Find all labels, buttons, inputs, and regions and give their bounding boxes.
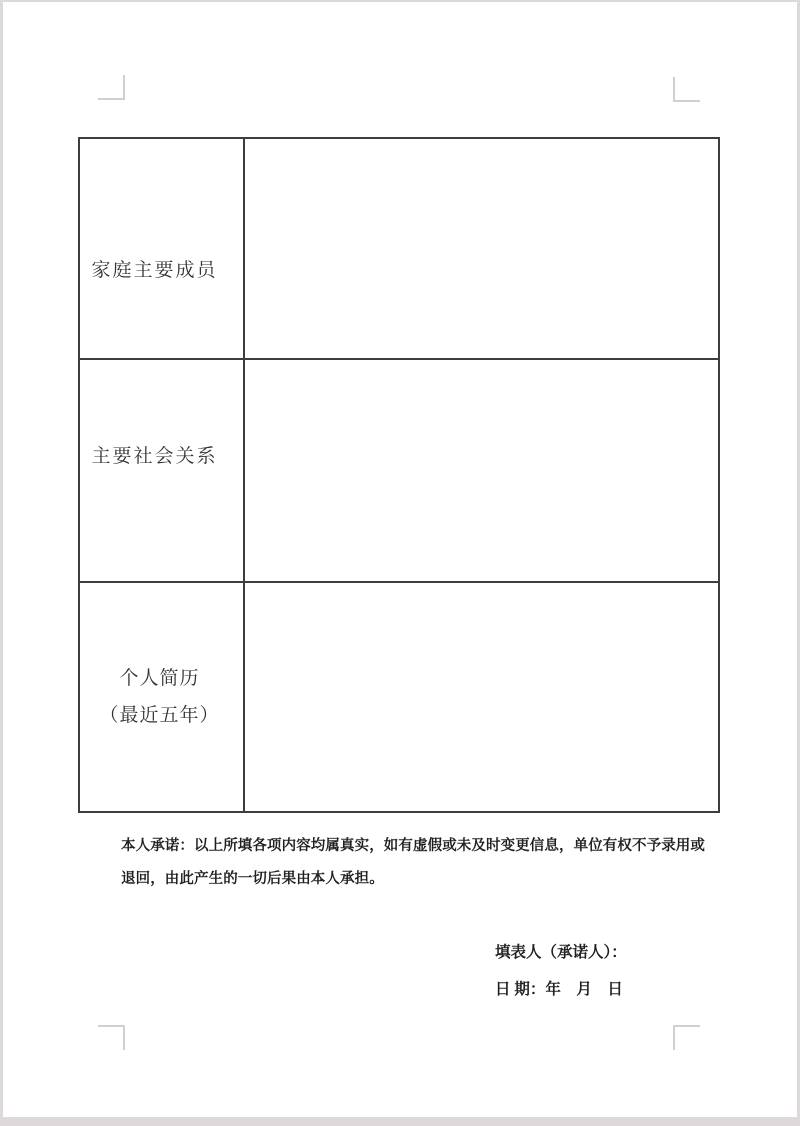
form-table xyxy=(78,137,720,813)
margin-mark-bottom-left-icon xyxy=(98,1025,125,1050)
personal-resume-input-cell[interactable] xyxy=(245,583,718,811)
declaration-line: 退回，由此产生的一切后果由本人承担。 xyxy=(121,871,384,887)
margin-mark-top-left-icon xyxy=(98,75,125,100)
filler-signature-label: 填表人（承诺人）： xyxy=(495,944,627,961)
social-relations-input-cell[interactable] xyxy=(245,360,718,583)
row-label-text: 主要社会关系 xyxy=(91,446,218,467)
row-label-social-relations xyxy=(80,360,245,583)
date-label: 日 期：年 月 日 xyxy=(495,981,623,998)
margin-mark-top-right-icon xyxy=(673,77,700,102)
row-label-personal-resume xyxy=(80,583,245,811)
margin-mark-bottom-right-icon xyxy=(673,1025,700,1050)
row-label-family-members xyxy=(80,139,245,360)
declaration-line: 本人承诺：以上所填各项内容均属真实，如有虚假或未及时变更信息，单位有权不予录用或 xyxy=(121,838,705,854)
row-label-text: 个人简历 xyxy=(119,668,200,689)
family-members-input-cell[interactable] xyxy=(245,139,718,360)
declaration-paragraph xyxy=(121,830,721,896)
row-label-text: （最近五年） xyxy=(99,705,220,726)
row-label-text: 家庭主要成员 xyxy=(91,260,218,281)
